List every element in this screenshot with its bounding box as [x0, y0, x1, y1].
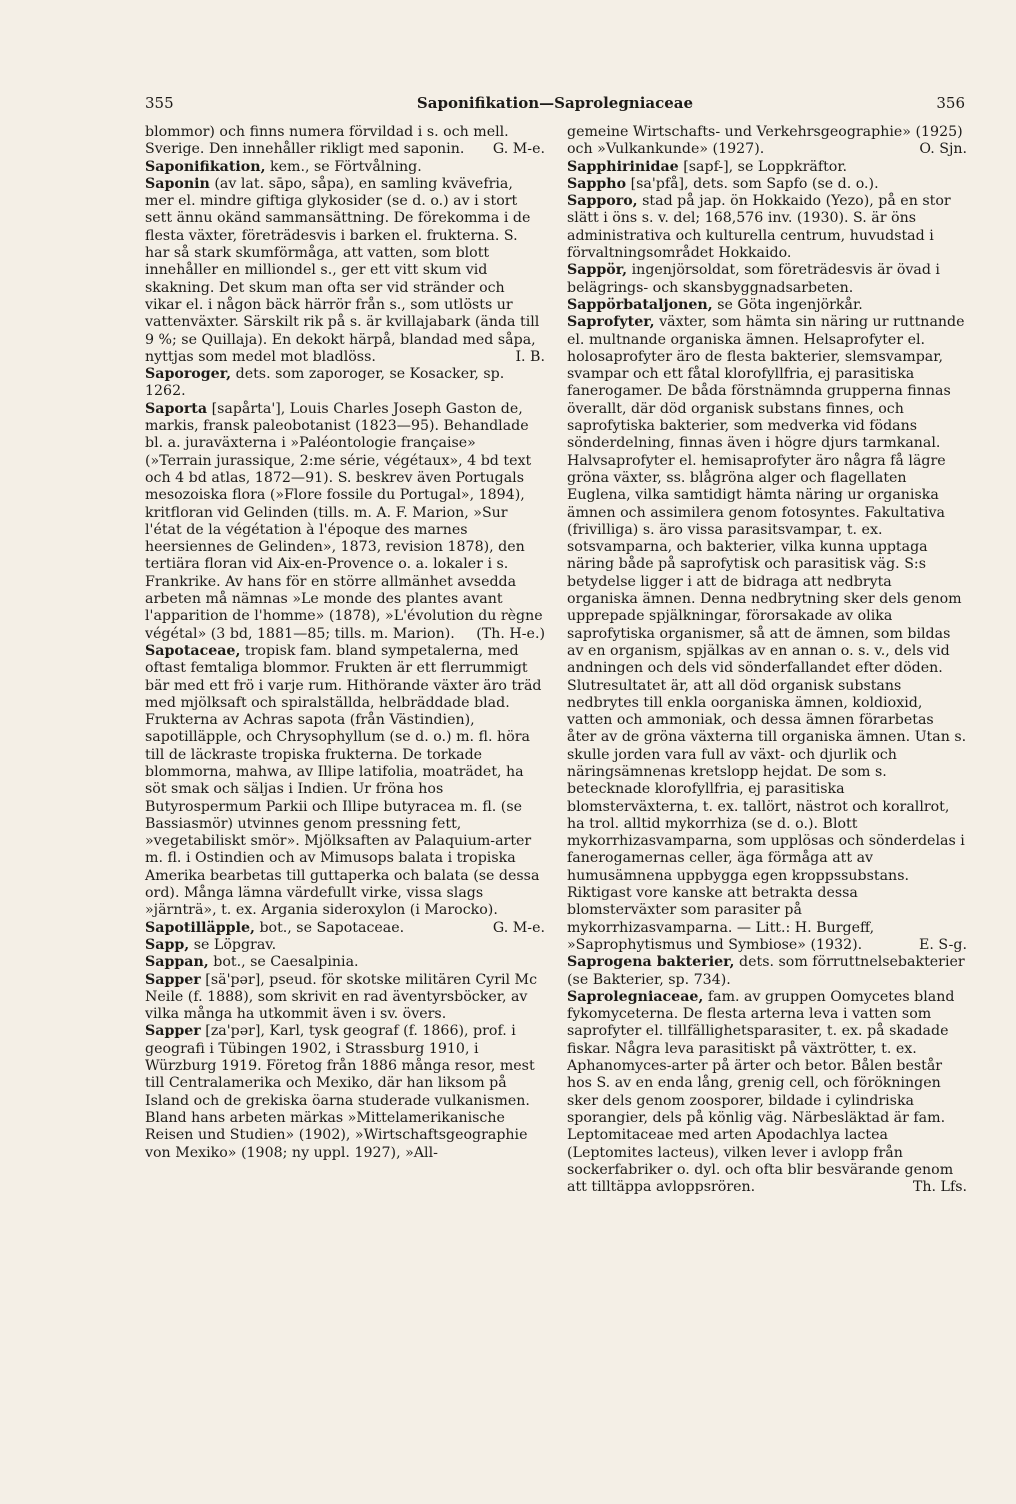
- left-column: [145, 124, 545, 1162]
- entry-signature: E. S-g.: [918, 936, 967, 953]
- entry-headword: Sapporo,: [567, 193, 638, 210]
- entry-headword: Saponin: [145, 175, 210, 192]
- entry-signature: (Th. H-e.): [476, 625, 545, 642]
- entry-headword: Sapphirinidae: [567, 158, 679, 175]
- right-column: [567, 124, 967, 1196]
- entry-text: dets. som zaporoger, se Kosacker, sp. 1262.: [145, 366, 505, 400]
- page-number-left: 355: [145, 94, 174, 112]
- entry-text: [sapårta'], Louis Charles Joseph Gaston de, markis, fransk paleobotanist (1823—95). Behandlade bl. a. juraväxterna i »Paléontologie française» (»Terrain jurassique, 2:me série, végétaux», 4 bd text och 4 bd atlas, 1872—91). S. beskrev även Portugals mesozoiska flora (»Flore fossile du Portugal», 1894), kritfloran vid Gelinden (tills. m. A. F. Marion, »Sur l'état de la végétation à l'époque des marnes heersiennes de Gelinden», 1873, revision 1878), den tertiära floran vid Aix-en-Provence o. a. lokaler i s. Frankrike. Av hans för en större allmänhet avsedda arbeten må nämnas »Le monde des plantes avant l'apparition de l'homme» (1878), »L'évolution du règne végétal» (3 bd, 1881—85; tills. m. Marion).: [145, 400, 543, 642]
- dictionary-entry: [567, 297, 967, 314]
- dictionary-entry: [567, 176, 967, 193]
- entry-signature: G. M-e.: [492, 141, 545, 158]
- entry-text: kem., se Förtvålning.: [270, 158, 422, 175]
- entry-headword: Sappho: [567, 175, 627, 192]
- page-header: [145, 94, 965, 116]
- entry-headword: Sapotaceae,: [145, 642, 241, 659]
- entry-headword: Sapper: [145, 971, 201, 988]
- entry-headword: Saprofyter,: [567, 314, 655, 331]
- dictionary-entry: [145, 176, 545, 366]
- dictionary-entry: [567, 262, 967, 297]
- dictionary-entry: [567, 314, 967, 954]
- entry-text: stad på jap. ön Hokkaido (Yezo), på en stor slätt i öns s. v. del; 168,576 inv. (1930). S. är öns administrativa och kulturella centrum, huvudstad i förvaltningsområdet Hokkaido.: [567, 193, 951, 262]
- entry-headword: Saporoger,: [145, 366, 232, 383]
- entry-text: [sapf-], se Loppkräftor.: [683, 158, 848, 175]
- dictionary-entry: [567, 954, 967, 989]
- entry-text: tropisk fam. bland sympetalerna, med oftast femtaliga blommor. Frukten är ett flerrummigt bär med ett frö i varje rum. Hithörande växter äro träd med mjölksaft och spiralställda, helbräddade blad. Frukterna av Achras sapota (från Västindien), sapotilläpple, och Chrysophyllum (se d. o.) m. fl. höra till de läckraste tropiska frukterna. De torkade blommorna, mahwa, av Illipe latifolia, moaträdet, ha söt smak och säljas i Indien. Ur fröna hos Butyrospermum Parkii och Illipe butyracea m. fl. (se Bassiasmör) utvinnes genom pressning fett, »vegetabiliskt smör». Mjölksaften av Palaquium-arter m. fl. i Ostindien och av Mimusops balata i tropiska Amerika bearbetas till guttaperka och balata (se dessa ord). Många lämna värdefullt virke, vissa slags »järnträ», t. ex. Argania sideroxylon (i Marocko).: [145, 642, 542, 919]
- entry-headword: Sapper: [145, 1023, 201, 1040]
- running-head: Saponifikation—Saprolegniaceae: [416, 94, 694, 112]
- entry-headword: Saprolegniaceae,: [567, 988, 704, 1005]
- entry-text: blommor) och finns numera förvildad i s. och mell. Sverige. Den innehåller rikligt med saponin.: [145, 124, 509, 158]
- entry-text: bot., se Sapotaceae.: [259, 919, 405, 936]
- dictionary-entry: [145, 366, 545, 401]
- entry-text: ingenjörsoldat, som företrädesvis är övad i belägrings- och skansbyggnadsarbeten.: [567, 262, 940, 296]
- entry-text: [sa'pfå], dets. som Sapfo (se d. o.).: [630, 175, 879, 192]
- entry-signature: G. M-e.: [492, 919, 545, 936]
- entry-signature: Th. Lfs.: [912, 1179, 967, 1196]
- entry-text: dets. som förruttnelsebakterier (se Bakterier, sp. 734).: [567, 954, 965, 988]
- entry-text: fam. av gruppen Oomycetes bland fykomyceterna. De flesta arterna leva i vatten som saprofyter el. tillfällighetsparasiter, t. ex. på skadade fiskar. Några leva parasitiskt på växtrötter, t. ex. Aphanomyces-arter på ärter och betor. Bålen består hos S. av en enda lång, grenig cell, och förökningen sker dels genom zoosporer, bildade i cylindriska sporangier, dels på könlig väg. Närbesläktad är fam. Leptomitaceae med arten Apodachlya lactea (Leptomites lacteus), vilken lever i avlopp från sockerfabriker o. dyl. och ofta blir besvärande genom att tilltäppa avloppsrören.: [567, 988, 955, 1196]
- entry-text: gemeine Wirtschafts- und Verkehrsgeographie» (1925) och »Vulkankunde» (1927).: [567, 124, 963, 158]
- page-number-right: 356: [936, 94, 965, 112]
- entry-headword: Sapp,: [145, 936, 190, 953]
- dictionary-entry: [145, 124, 545, 159]
- entry-text: [za'pər], Karl, tysk geograf (f. 1866), prof. i geografi i Tübingen 1902, i Strassburg 1910, i Würzburg 1919. Företog från 1886 många resor, mest till Centralamerika och Mexiko, där han liksom på Island och de grekiska öarna studerade vulkanismen. Bland hans arbeten märkas »Mittelamerikanische Reisen und Studien» (1902), »Wirtschaftsgeographie von Mexiko» (1908; ny uppl. 1927), »All-: [145, 1023, 535, 1161]
- dictionary-entry: [567, 989, 967, 1197]
- dictionary-entry: [145, 1023, 545, 1161]
- entry-headword: Sapotilläpple,: [145, 919, 255, 936]
- entry-headword: Saponifikation,: [145, 158, 266, 175]
- dictionary-entry: [145, 159, 545, 176]
- dictionary-entry: [567, 159, 967, 176]
- entry-headword: Saprogena bakterier,: [567, 954, 735, 971]
- entry-headword: Sappan,: [145, 954, 209, 971]
- entry-headword: Saporta: [145, 400, 208, 417]
- entry-text: [sä'pər], pseud. för skotske militären Cyril Mc Neile (f. 1888), som skrivit en rad äventyrsböcker, av vilka många ha utkommit även i sv. övers.: [145, 971, 538, 1023]
- entry-signature: O. Sjn.: [919, 141, 967, 158]
- dictionary-entry: [145, 972, 545, 1024]
- dictionary-entry: [145, 937, 545, 954]
- dictionary-entry: [145, 920, 545, 937]
- dictionary-entry: [145, 401, 545, 643]
- entry-text: bot., se Caesalpinia.: [213, 954, 359, 971]
- entry-headword: Sappör,: [567, 262, 628, 279]
- entry-headword: Sappörbataljonen,: [567, 296, 713, 313]
- dictionary-entry: [145, 954, 545, 971]
- dictionary-entry: [567, 193, 967, 262]
- entry-signature: I. B.: [515, 348, 545, 365]
- entry-text: (av lat. sāpo, såpa), en samling kvävefria, mer el. mindre giftiga glykosider (se d. o.) av i stort sett ännu okänd sammansättning. De förekomma i de flesta växter, företrädesvis i barken el. frukterna. S. har så stark skumförmåga, att vatten, som blott innehåller en milliondel s., ger ett vitt skum vid skakning. Det skum man ofta ser vid stränder och vikar el. i någon bäck härrör från s., som utlösts ur vattenväxter. Särskilt rik på s. är kvillajabark (ända till 9 %; se Quillaja). En dekokt härpå, blandad med såpa, nyttjas som medel mot bladlöss.: [145, 175, 540, 365]
- dictionary-entry: [567, 124, 967, 159]
- entry-text: se Göta ingenjörkår.: [717, 296, 863, 313]
- entry-text: växter, som hämta sin näring ur ruttnande el. multnande organiska ämnen. Helsaprofyter el. holosaprofyter äro de flesta bakterier, slemsvampar, svampar och ett fåtal klorofyllfria, ej parasitiska fanerogamer. De båda förstnämnda grupperna finnas överallt, där död organisk substans finnes, och saprofytiska bakterier, som medverka vid födans sönderdelning, finnas även i högre djurs tarmkanal. Halvsaprofyter el. hemisaprofyter äro några få lägre gröna växter, ss. blågröna alger och flagellaten Euglena, vilka samtidigt hämta näring ur organiska ämnen och assimilera genom fotosyntes. Fakultativa (frivilliga) s. äro vissa parasitsvampar, t. ex. sotsvamparna, och bakterier, vilka kunna upptaga näring både på saprofytisk och parasitisk väg. S:s betydelse ligger i att de bidraga att nedbryta organiska ämnen. Denna nedbrytning sker dels genom upprepade spjälkningar, förorsakade av olika saprofytiska organismer, så att de ämnen, som bildas av en organism, spjälkas av en annan o. s. v., dels vid andningen och dels vid sönderfallandet efter döden. Slutresultatet är, att all död organisk substans nedbrytes till enkla oorganiska ämnen, koldioxid, vatten och ammoniak, och dessa ämnen förarbetas åter av de gröna växterna till organiska ämnen. Utan s. skulle jorden vara full av växt- och djurlik och näringsämnenas kretslopp hejdat. De som s. betecknade klorofyllfria, ej parasitiska blomsterväxterna, t. ex. tallört, nästrot och korallrot, ha trol. alltid mykorrhiza (se d. o.). Blott mykorrhizasvamparna, som upplösas och sönderdelas i fanerogamernas celler, äga förmåga att av humusämnena uppbygga egen kroppssubstans. Riktigast vore kanske att betrakta dessa blomsterväxter som parasiter på mykorrhizasvamparna. — Litt.: H. Burgeff, »Saprophytismus und Symbiose» (1932).: [567, 314, 967, 953]
- entry-text: se Löpgrav.: [193, 936, 277, 953]
